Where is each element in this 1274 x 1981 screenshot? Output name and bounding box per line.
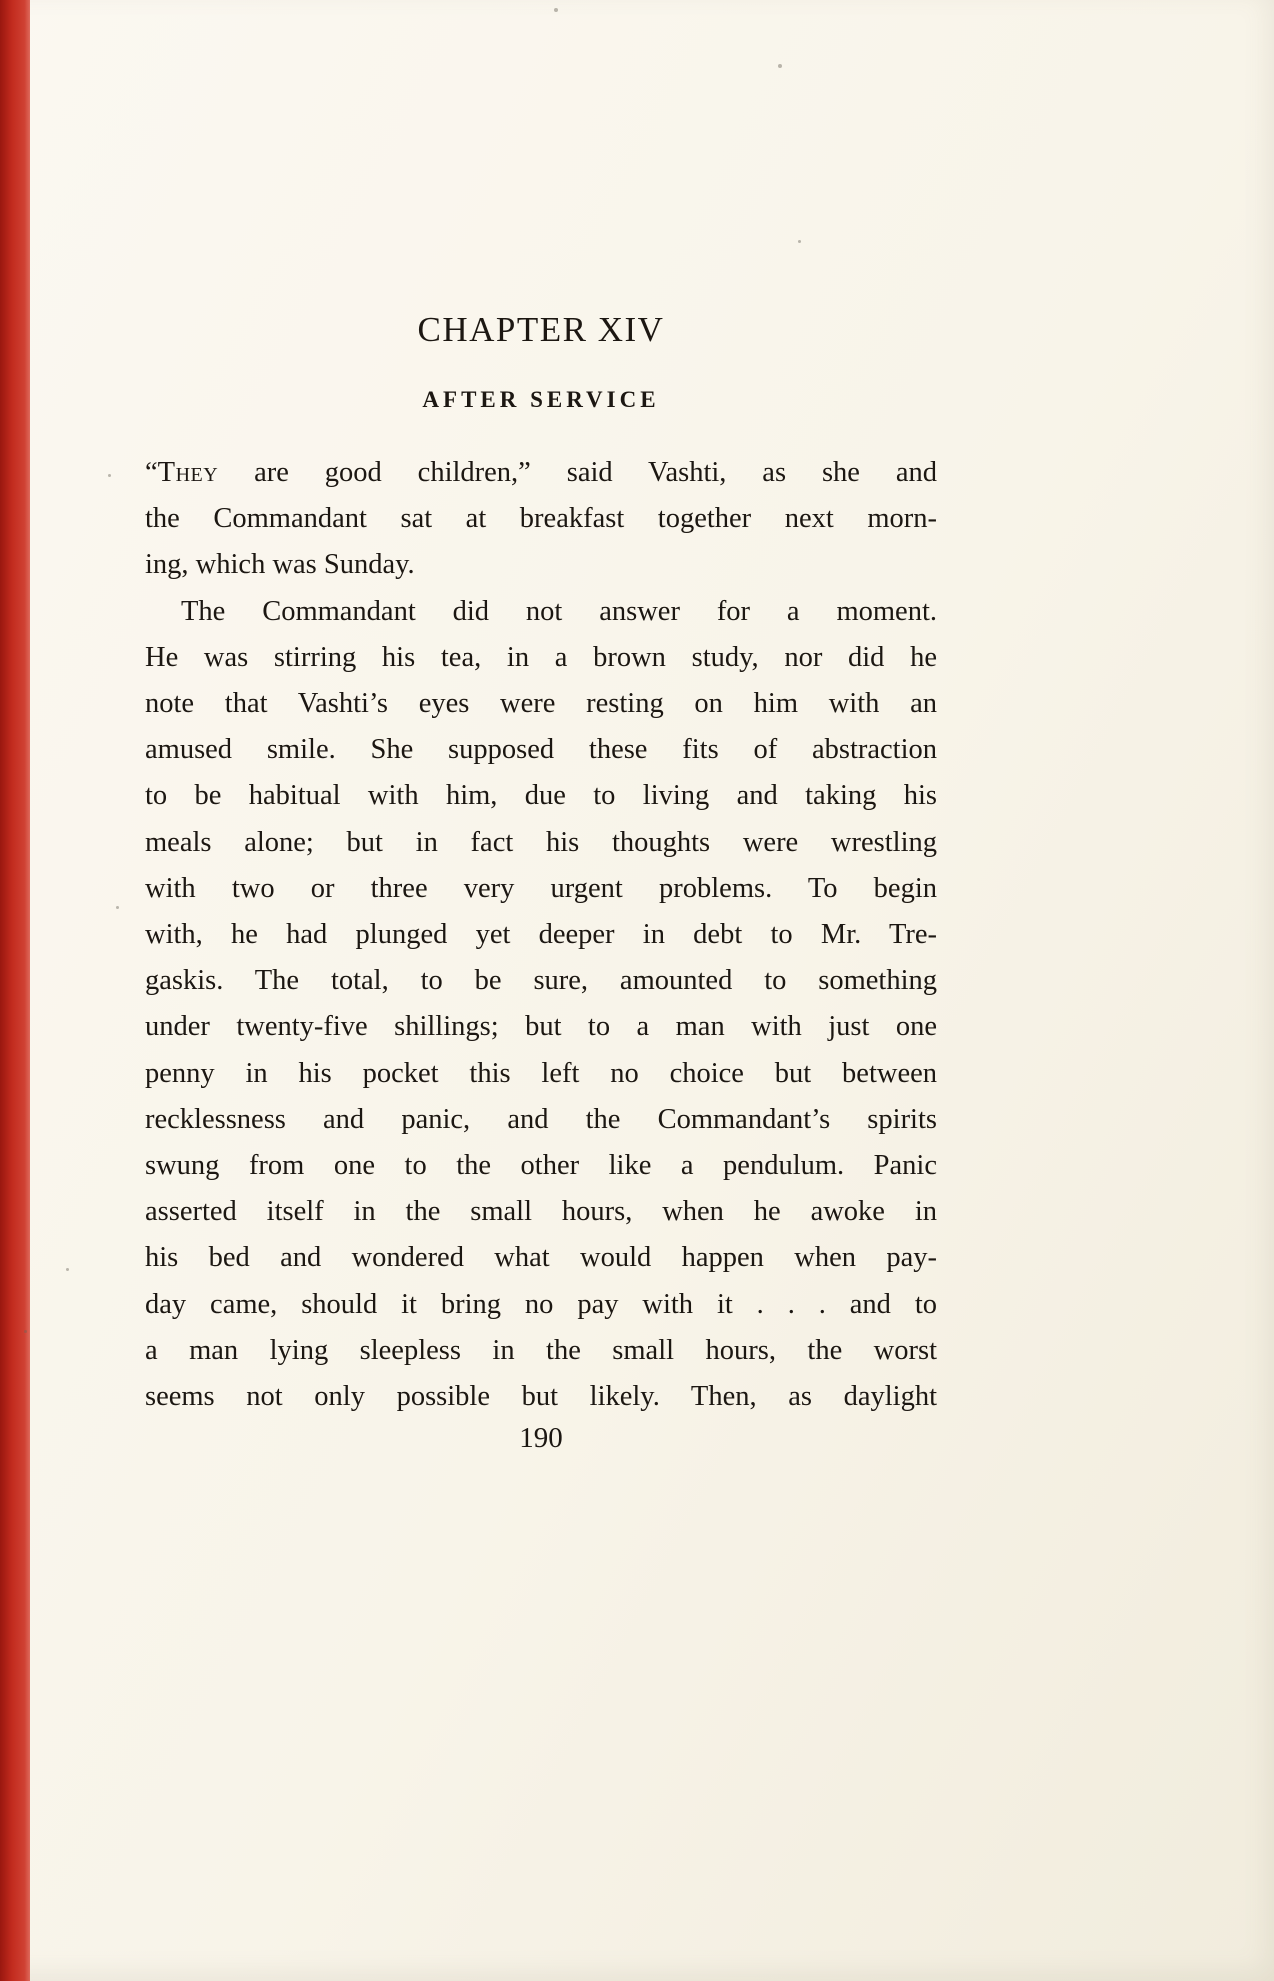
text-line: The Commandant did not answer for a moment.	[181, 595, 937, 627]
text-line: gaskis. The total, to be sure, amounted to something	[145, 965, 937, 997]
smallcaps-lead: They	[157, 457, 219, 488]
text-line: under twenty-five shillings; but to a man with just one	[145, 1011, 937, 1043]
text-line: to be habitual with him, due to living and taking his	[145, 780, 937, 812]
text-line: the Commandant sat at breakfast together next morn-	[145, 503, 937, 535]
text-line: day came, should it bring no pay with it . . . and to	[145, 1288, 937, 1320]
text-line: ing, which was Sunday.	[145, 549, 415, 581]
text-line: amused smile. She supposed these fits of abstraction	[145, 734, 937, 766]
text-line: meals alone; but in fact his thoughts were wrestling	[145, 826, 937, 858]
text-line: swung from one to the other like a pendulum. Panic	[145, 1150, 937, 1182]
text-line: recklessness and panic, and the Commandant’s spirits	[145, 1103, 937, 1135]
book-edge-stripe	[0, 0, 30, 1981]
text-line: a man lying sleepless in the small hours, the worst	[145, 1334, 937, 1366]
paragraph	[145, 589, 937, 1421]
text-line: his bed and wondered what would happen when pay-	[145, 1242, 937, 1274]
text-line: with two or three very urgent problems. To begin	[145, 872, 937, 904]
chapter-heading: CHAPTER XIV	[417, 310, 665, 349]
page-number: 190	[519, 1422, 563, 1455]
text-line: He was stirring his tea, in a brown study, nor did he	[145, 641, 937, 673]
text-fragment: “	[145, 457, 158, 488]
text-line	[145, 450, 937, 496]
scan-speck	[778, 64, 782, 68]
text-line: with, he had plunged yet deeper in debt to Mr. Tre-	[145, 919, 937, 951]
text-fragment: are good children,” said Vashti, as she and	[218, 457, 937, 488]
scan-speck	[554, 8, 558, 12]
text-line: note that Vashti’s eyes were resting on him with an	[145, 688, 937, 720]
text-line: seems not only possible but likely. Then, as daylight	[145, 1381, 937, 1413]
page-content	[145, 308, 937, 1455]
section-heading: AFTER SERVICE	[422, 387, 660, 412]
scan-speck	[108, 474, 111, 477]
scan-speck	[66, 1268, 69, 1271]
scan-speck	[798, 240, 801, 243]
scan-speck	[116, 906, 119, 909]
text-line: penny in his pocket this left no choice but between	[145, 1057, 937, 1089]
scan-speck	[24, 1330, 27, 1333]
text-line: asserted itself in the small hours, when he awoke in	[145, 1196, 937, 1228]
paragraph	[145, 450, 937, 589]
body-text	[145, 450, 937, 1420]
